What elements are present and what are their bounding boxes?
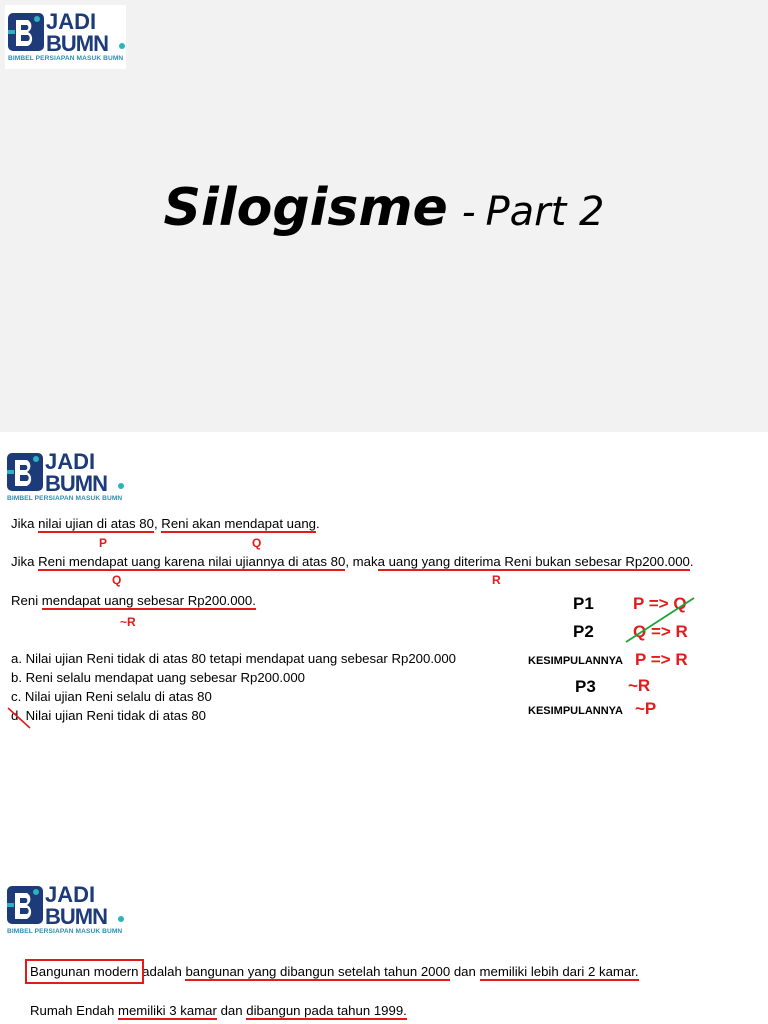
b-mark-icon bbox=[8, 13, 44, 51]
option-a: a. Nilai ujian Reni tidak di atas 80 tetapi mendapat uang sebesar Rp200.000 bbox=[11, 651, 457, 666]
logo-dot-icon bbox=[118, 483, 124, 489]
logo-tagline: BIMBEL PERSIAPAN MASUK BUMN bbox=[7, 495, 123, 502]
premise-2-post: . bbox=[689, 554, 694, 569]
title-part: Part 2 bbox=[485, 189, 605, 235]
question-slide bbox=[0, 441, 768, 866]
premise-3-pre: Reni bbox=[11, 593, 42, 608]
statement-2-mid: dan bbox=[216, 1003, 247, 1018]
example-slide bbox=[0, 874, 768, 1024]
jadi-bumn-logo bbox=[4, 445, 125, 505]
b-mark-icon bbox=[7, 886, 43, 924]
statement-1-mid1: adalah bbox=[138, 964, 186, 979]
label-q-2: Q bbox=[112, 573, 122, 587]
label-r: R bbox=[492, 573, 501, 587]
option-d: d. Nilai ujian Reni tidak di atas 80 bbox=[11, 708, 206, 723]
premise-1-pre: Jika bbox=[11, 516, 39, 531]
logo-text-bumn: BUMN bbox=[45, 471, 107, 496]
logo-tagline: BIMBEL PERSIAPAN MASUK BUMN bbox=[7, 928, 123, 935]
p1-expr: P => Q bbox=[633, 594, 687, 613]
logo-text-bumn: BUMN bbox=[45, 904, 107, 929]
title-main: Silogisme bbox=[163, 178, 448, 238]
kesimpulan-2-expr: ~P bbox=[635, 699, 657, 718]
statement-1-u2: memiliki lebih dari 2 kamar. bbox=[479, 964, 639, 979]
jadi-bumn-logo bbox=[5, 5, 126, 65]
premise-1-mid: , bbox=[153, 516, 162, 531]
statement-1-mid2: dan bbox=[450, 964, 480, 979]
logo-text-bumn: BUMN bbox=[46, 31, 108, 56]
premise-2 bbox=[11, 554, 694, 569]
logo-dot-icon bbox=[118, 916, 124, 922]
label-q-1: Q bbox=[252, 536, 262, 550]
cancel-q-strike bbox=[622, 594, 698, 646]
slide-title bbox=[0, 178, 768, 238]
p2-expr: Q => R bbox=[633, 622, 688, 641]
title-slide bbox=[0, 0, 768, 432]
boxed-term: Bangunan modern bbox=[30, 964, 139, 979]
statement-1 bbox=[30, 964, 639, 979]
premise-2-mid: , mak bbox=[345, 554, 378, 569]
premise-3 bbox=[11, 593, 256, 608]
kesimpulan-1-label: KESIMPULANNYA bbox=[528, 655, 623, 667]
statement-2-pre: Rumah Endah bbox=[30, 1003, 118, 1018]
logo-panel bbox=[5, 5, 126, 69]
label-p: P bbox=[99, 536, 108, 550]
premise-3-not-r: mendapat uang sebesar Rp200.000. bbox=[41, 593, 256, 608]
kesimpulan-1-expr: P => R bbox=[635, 650, 688, 669]
kesimpulan-2-label: KESIMPULANNYA bbox=[528, 705, 623, 717]
p1-label: P1 bbox=[573, 594, 594, 613]
option-c: c. Nilai ujian Reni selalu di atas 80 bbox=[11, 689, 212, 704]
logo-text-jadi: JADI bbox=[46, 9, 97, 34]
statement-1-u1: bangunan yang dibangun setelah tahun 2000 bbox=[185, 964, 451, 979]
statement-2 bbox=[30, 1003, 407, 1018]
logo-text-jadi: JADI bbox=[45, 449, 96, 474]
premise-2-pre: Jika bbox=[11, 554, 39, 569]
p2-label: P2 bbox=[573, 622, 594, 641]
label-not-r: ~R bbox=[120, 615, 136, 629]
premise-1 bbox=[11, 516, 320, 531]
b-mark-icon bbox=[7, 453, 43, 491]
premise-1-p: nilai ujian di atas 80 bbox=[38, 516, 154, 531]
logo-text-jadi: JADI bbox=[45, 882, 96, 907]
statement-2-u1: memiliki 3 kamar bbox=[117, 1003, 217, 1018]
jadi-bumn-logo bbox=[4, 878, 125, 938]
answer-check-mark bbox=[6, 705, 34, 731]
statement-2-u2: dibangun pada tahun 1999. bbox=[246, 1003, 407, 1018]
title-separator: - bbox=[461, 190, 476, 234]
logo-tagline: BIMBEL PERSIAPAN MASUK BUMN bbox=[8, 55, 124, 62]
premise-2-r: a uang yang diterima Reni bukan sebesar Rp200.000 bbox=[377, 554, 690, 569]
premise-2-q: Reni mendapat uang karena nilai ujiannya di atas 80 bbox=[38, 554, 346, 569]
p3-label: P3 bbox=[575, 677, 596, 696]
premise-1-q: Reni akan mendapat uang bbox=[161, 516, 316, 531]
premise-1-post: . bbox=[316, 516, 320, 531]
p3-expr: ~R bbox=[628, 676, 651, 695]
option-b: b. Reni selalu mendapat uang sebesar Rp200.000 bbox=[11, 670, 305, 685]
logo-dot-icon bbox=[119, 43, 125, 49]
